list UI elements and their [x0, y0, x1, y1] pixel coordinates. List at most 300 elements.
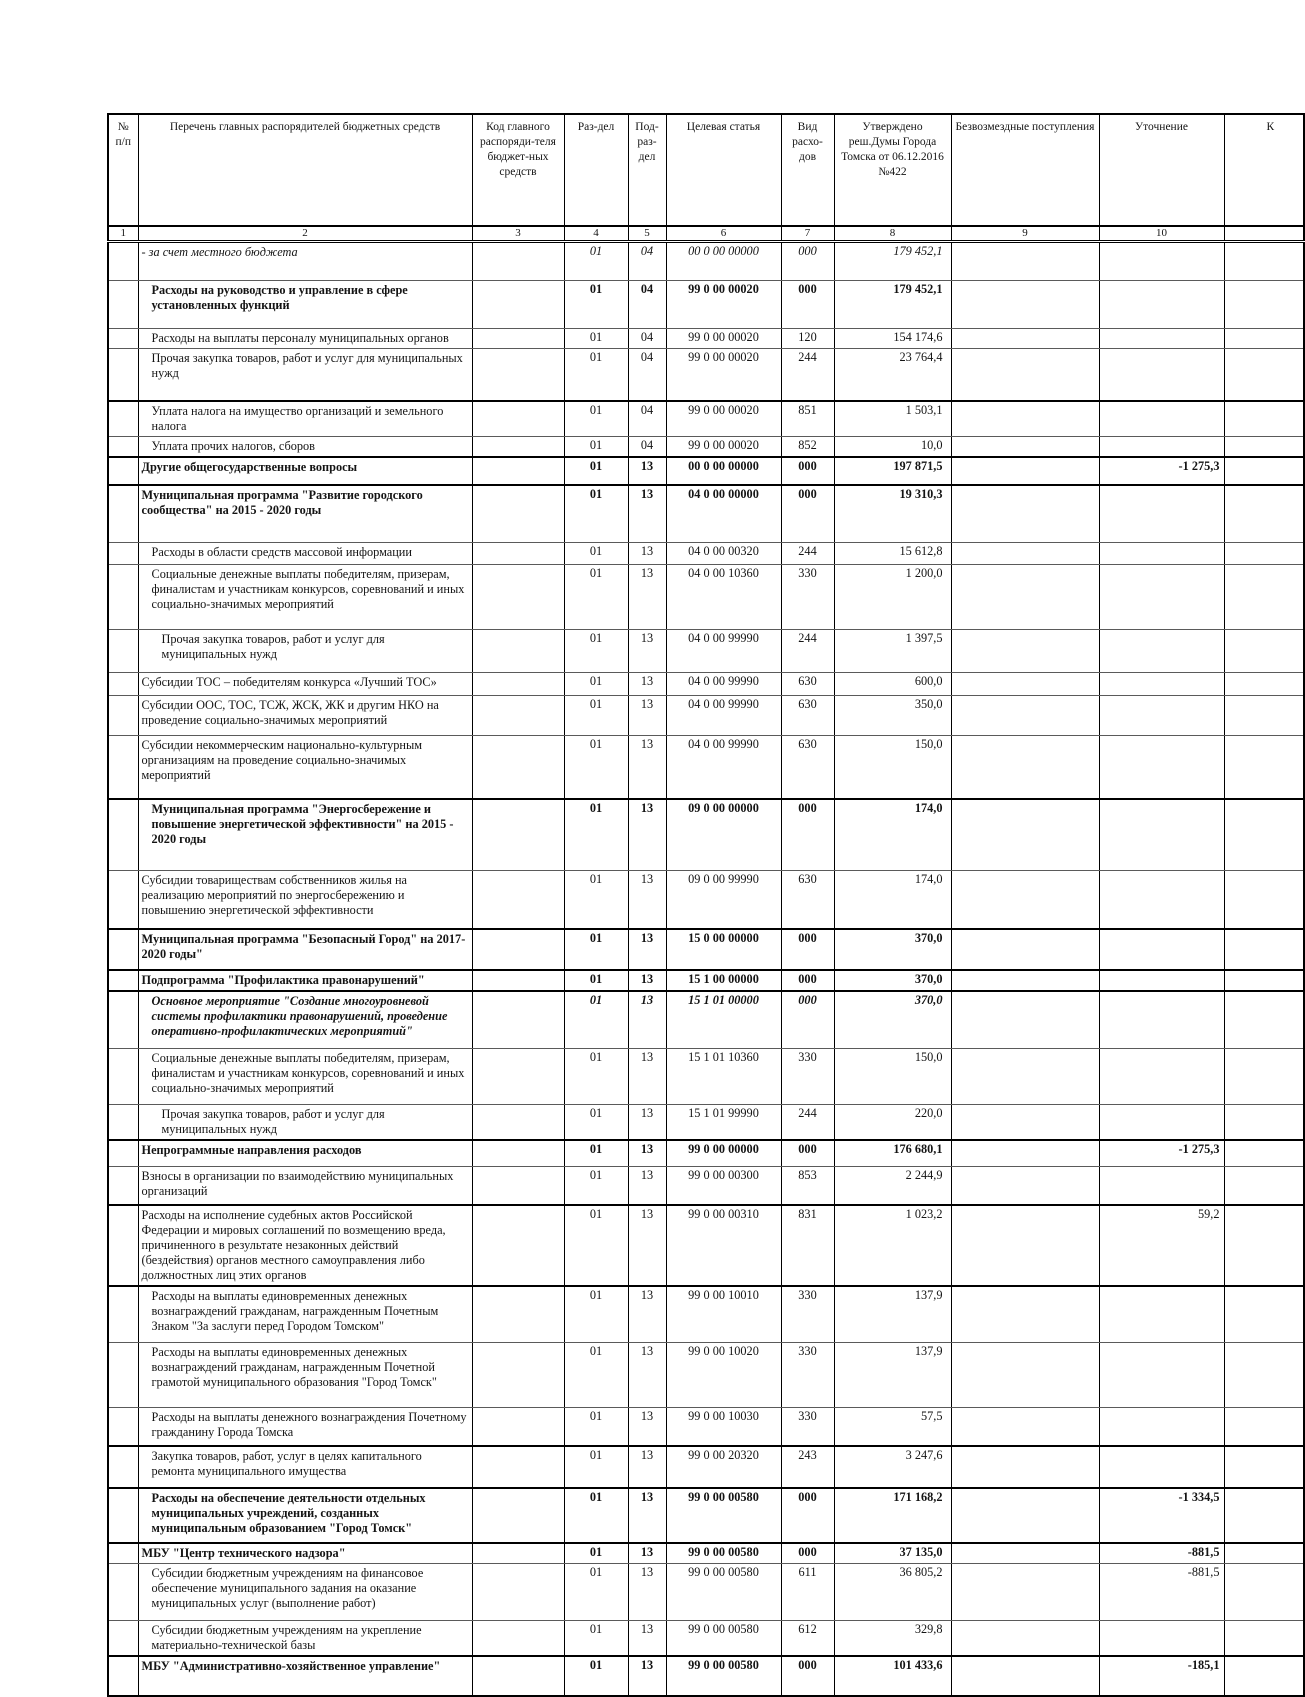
column-number: 7	[781, 226, 834, 241]
col-header-gratuitous: Безвозмездные поступления	[951, 114, 1099, 226]
row-clipped-cell	[1224, 1563, 1304, 1620]
row-expense-type-cell: 000	[781, 457, 834, 485]
row-expense-type-cell: 330	[781, 1286, 834, 1343]
row-podrazdel-cell: 13	[628, 1140, 666, 1167]
row-razdel-cell: 01	[564, 1543, 628, 1564]
row-name-cell: Закупка товаров, работ, услуг в целях капитального ремонта муниципального имущества	[138, 1446, 472, 1488]
row-clarification-cell	[1099, 799, 1224, 870]
row-number-cell	[108, 241, 138, 280]
row-approved-cell: 1 200,0	[834, 564, 951, 629]
row-razdel-cell: 01	[564, 735, 628, 799]
row-expense-type-cell: 000	[781, 1656, 834, 1696]
row-clipped-cell	[1224, 437, 1304, 458]
row-target-article-cell: 99 0 00 00000	[666, 1140, 781, 1167]
table-row	[108, 1167, 1304, 1205]
row-clipped-cell	[1224, 970, 1304, 991]
row-clarification-cell	[1099, 1446, 1224, 1488]
table-row	[108, 1656, 1304, 1696]
row-podrazdel-cell: 13	[628, 991, 666, 1048]
row-clarification-cell: 59,2	[1099, 1205, 1224, 1286]
row-name-cell: Субсидии товариществам собственников жилья на реализацию мероприятий по энергосбережению и повышению энергетической эффективности	[138, 870, 472, 929]
row-podrazdel-cell: 13	[628, 970, 666, 991]
row-name-cell: Прочая закупка товаров, работ и услуг для муниципальных нужд	[138, 1104, 472, 1140]
row-approved-cell: 197 871,5	[834, 457, 951, 485]
row-approved-cell: 600,0	[834, 672, 951, 695]
row-clarification-cell	[1099, 929, 1224, 970]
row-number-cell	[108, 929, 138, 970]
row-expense-type-cell: 000	[781, 241, 834, 280]
row-podrazdel-cell: 13	[628, 929, 666, 970]
row-expense-type-cell: 000	[781, 280, 834, 328]
row-number-cell	[108, 485, 138, 542]
row-gratuitous-cell	[951, 1167, 1099, 1205]
row-clipped-cell	[1224, 401, 1304, 437]
table-row	[108, 401, 1304, 437]
table-row	[108, 280, 1304, 328]
row-expense-type-cell: 853	[781, 1167, 834, 1205]
row-expense-type-cell: 120	[781, 328, 834, 348]
row-expense-type-cell: 000	[781, 929, 834, 970]
row-podrazdel-cell: 04	[628, 437, 666, 458]
row-expense-type-cell: 831	[781, 1205, 834, 1286]
row-approved-cell: 329,8	[834, 1620, 951, 1656]
row-gratuitous-cell	[951, 542, 1099, 564]
row-razdel-cell: 01	[564, 485, 628, 542]
row-target-article-cell: 04 0 00 99990	[666, 735, 781, 799]
row-expense-type-cell: 611	[781, 1563, 834, 1620]
row-clarification-cell	[1099, 1620, 1224, 1656]
row-grbs-code-cell	[472, 437, 564, 458]
row-clipped-cell	[1224, 1104, 1304, 1140]
col-header-expense-type: Вид расхо-дов	[781, 114, 834, 226]
row-grbs-code-cell	[472, 695, 564, 735]
row-expense-type-cell: 630	[781, 695, 834, 735]
row-expense-type-cell: 000	[781, 991, 834, 1048]
row-podrazdel-cell: 13	[628, 1167, 666, 1205]
row-name-cell: Расходы на обеспечение деятельности отдельных муниципальных учреждений, созданных муниципальным образованием "Город Томск"	[138, 1488, 472, 1543]
row-clarification-cell	[1099, 1167, 1224, 1205]
col-header-approved: Утверждено реш.Думы Города Томска от 06.12.2016 №422	[834, 114, 951, 226]
row-razdel-cell: 01	[564, 1140, 628, 1167]
row-expense-type-cell: 000	[781, 799, 834, 870]
col-header-clipped: К	[1224, 114, 1304, 226]
row-clarification-cell: -1 275,3	[1099, 457, 1224, 485]
table-row	[108, 1563, 1304, 1620]
row-razdel-cell: 01	[564, 401, 628, 437]
row-name-cell: Социальные денежные выплаты победителям, призерам, финалистам и участникам конкурсов, соревнований и иных социально-значимых мероприятий	[138, 564, 472, 629]
row-gratuitous-cell	[951, 870, 1099, 929]
row-expense-type-cell: 000	[781, 1543, 834, 1564]
row-approved-cell: 370,0	[834, 991, 951, 1048]
row-gratuitous-cell	[951, 1543, 1099, 1564]
row-podrazdel-cell: 13	[628, 1488, 666, 1543]
row-grbs-code-cell	[472, 1446, 564, 1488]
row-target-article-cell: 04 0 00 10360	[666, 564, 781, 629]
row-expense-type-cell: 330	[781, 1408, 834, 1446]
row-name-cell: - за счет местного бюджета	[138, 241, 472, 280]
row-clipped-cell	[1224, 485, 1304, 542]
row-gratuitous-cell	[951, 1408, 1099, 1446]
row-gratuitous-cell	[951, 348, 1099, 401]
col-header-target-article: Целевая статья	[666, 114, 781, 226]
row-clarification-cell	[1099, 695, 1224, 735]
table-row	[108, 1343, 1304, 1408]
row-clipped-cell	[1224, 799, 1304, 870]
row-gratuitous-cell	[951, 564, 1099, 629]
row-grbs-code-cell	[472, 1408, 564, 1446]
row-number-cell	[108, 1446, 138, 1488]
row-target-article-cell: 04 0 00 99990	[666, 629, 781, 672]
row-target-article-cell: 99 0 00 10010	[666, 1286, 781, 1343]
row-gratuitous-cell	[951, 1048, 1099, 1104]
row-grbs-code-cell	[472, 1343, 564, 1408]
row-name-cell: Основное мероприятие "Создание многоуровневой системы профилактики правонарушений, проведение оперативно-профилактических мероприятий"	[138, 991, 472, 1048]
row-grbs-code-cell	[472, 485, 564, 542]
row-grbs-code-cell	[472, 929, 564, 970]
row-clipped-cell	[1224, 735, 1304, 799]
row-razdel-cell: 01	[564, 929, 628, 970]
row-clipped-cell	[1224, 542, 1304, 564]
table-row	[108, 629, 1304, 672]
header-row	[108, 114, 1304, 226]
table-row	[108, 1543, 1304, 1564]
column-number: 1	[108, 226, 138, 241]
row-expense-type-cell: 243	[781, 1446, 834, 1488]
table-row	[108, 457, 1304, 485]
row-podrazdel-cell: 13	[628, 672, 666, 695]
column-number: 2	[138, 226, 472, 241]
row-clipped-cell	[1224, 280, 1304, 328]
row-gratuitous-cell	[951, 1343, 1099, 1408]
table-row	[108, 1205, 1304, 1286]
row-target-article-cell: 00 0 00 00000	[666, 457, 781, 485]
row-target-article-cell: 15 1 00 00000	[666, 970, 781, 991]
row-name-cell: Социальные денежные выплаты победителям, призерам, финалистам и участникам конкурсов, соревнований и иных социально-значимых мероприятий	[138, 1048, 472, 1104]
row-number-cell	[108, 695, 138, 735]
row-podrazdel-cell: 13	[628, 1543, 666, 1564]
row-razdel-cell: 01	[564, 564, 628, 629]
row-podrazdel-cell: 13	[628, 457, 666, 485]
row-number-cell	[108, 1048, 138, 1104]
row-grbs-code-cell	[472, 1286, 564, 1343]
row-podrazdel-cell: 04	[628, 401, 666, 437]
row-clarification-cell: -1 275,3	[1099, 1140, 1224, 1167]
row-podrazdel-cell: 13	[628, 799, 666, 870]
row-number-cell	[108, 1488, 138, 1543]
row-podrazdel-cell: 13	[628, 695, 666, 735]
table-row	[108, 328, 1304, 348]
row-clipped-cell	[1224, 695, 1304, 735]
row-approved-cell: 220,0	[834, 1104, 951, 1140]
row-clipped-cell	[1224, 1048, 1304, 1104]
row-target-article-cell: 15 1 01 99990	[666, 1104, 781, 1140]
row-approved-cell: 19 310,3	[834, 485, 951, 542]
row-clipped-cell	[1224, 1408, 1304, 1446]
table-row	[108, 1408, 1304, 1446]
row-podrazdel-cell: 04	[628, 241, 666, 280]
row-clipped-cell	[1224, 929, 1304, 970]
row-name-cell: Подпрограмма "Профилактика правонарушений"	[138, 970, 472, 991]
row-razdel-cell: 01	[564, 1167, 628, 1205]
row-name-cell: Расходы в области средств массовой информации	[138, 542, 472, 564]
column-number: 4	[564, 226, 628, 241]
table-row	[108, 1286, 1304, 1343]
row-name-cell: МБУ "Центр технического надзора"	[138, 1543, 472, 1564]
row-clipped-cell	[1224, 1286, 1304, 1343]
row-gratuitous-cell	[951, 629, 1099, 672]
row-number-cell	[108, 870, 138, 929]
row-gratuitous-cell	[951, 485, 1099, 542]
row-clarification-cell	[1099, 991, 1224, 1048]
row-target-article-cell: 04 0 00 99990	[666, 672, 781, 695]
row-approved-cell: 137,9	[834, 1343, 951, 1408]
row-clipped-cell	[1224, 457, 1304, 485]
row-grbs-code-cell	[472, 1205, 564, 1286]
table-row	[108, 1140, 1304, 1167]
row-name-cell: Муниципальная программа "Развитие городского сообщества" на 2015 - 2020 годы	[138, 485, 472, 542]
row-grbs-code-cell	[472, 1620, 564, 1656]
row-clarification-cell	[1099, 1343, 1224, 1408]
row-podrazdel-cell: 13	[628, 1408, 666, 1446]
row-target-article-cell: 00 0 00 00000	[666, 241, 781, 280]
row-clarification-cell	[1099, 241, 1224, 280]
row-target-article-cell: 15 1 01 10360	[666, 1048, 781, 1104]
row-approved-cell: 174,0	[834, 799, 951, 870]
row-razdel-cell: 01	[564, 1343, 628, 1408]
table-row	[108, 735, 1304, 799]
table-row	[108, 485, 1304, 542]
row-clarification-cell	[1099, 280, 1224, 328]
row-expense-type-cell: 330	[781, 1048, 834, 1104]
column-number: 10	[1099, 226, 1224, 241]
row-number-cell	[108, 1167, 138, 1205]
row-approved-cell: 23 764,4	[834, 348, 951, 401]
row-razdel-cell: 01	[564, 1104, 628, 1140]
row-gratuitous-cell	[951, 1563, 1099, 1620]
row-podrazdel-cell: 13	[628, 1563, 666, 1620]
row-target-article-cell: 04 0 00 00320	[666, 542, 781, 564]
row-podrazdel-cell: 13	[628, 735, 666, 799]
row-target-article-cell: 99 0 00 20320	[666, 1446, 781, 1488]
row-name-cell: Непрограммные направления расходов	[138, 1140, 472, 1167]
row-expense-type-cell: 630	[781, 870, 834, 929]
row-grbs-code-cell	[472, 991, 564, 1048]
row-approved-cell: 137,9	[834, 1286, 951, 1343]
row-clarification-cell	[1099, 735, 1224, 799]
row-razdel-cell: 01	[564, 457, 628, 485]
column-number: 8	[834, 226, 951, 241]
row-podrazdel-cell: 13	[628, 629, 666, 672]
row-target-article-cell: 99 0 00 00580	[666, 1620, 781, 1656]
row-name-cell: Другие общегосударственные вопросы	[138, 457, 472, 485]
row-razdel-cell: 01	[564, 280, 628, 328]
row-number-cell	[108, 1104, 138, 1140]
row-approved-cell: 176 680,1	[834, 1140, 951, 1167]
row-name-cell: Муниципальная программа "Безопасный Город" на 2017-2020 годы"	[138, 929, 472, 970]
row-gratuitous-cell	[951, 735, 1099, 799]
row-number-cell	[108, 564, 138, 629]
row-name-cell: Расходы на выплаты единовременных денежных вознаграждений гражданам, награжденным Почетным Знаком "За заслуги перед Городом Томском"	[138, 1286, 472, 1343]
row-razdel-cell: 01	[564, 672, 628, 695]
row-gratuitous-cell	[951, 1488, 1099, 1543]
row-clarification-cell	[1099, 629, 1224, 672]
row-gratuitous-cell	[951, 457, 1099, 485]
row-gratuitous-cell	[951, 672, 1099, 695]
row-gratuitous-cell	[951, 1446, 1099, 1488]
row-podrazdel-cell: 13	[628, 542, 666, 564]
row-number-cell	[108, 542, 138, 564]
row-gratuitous-cell	[951, 799, 1099, 870]
row-podrazdel-cell: 13	[628, 1656, 666, 1696]
column-number: 5	[628, 226, 666, 241]
row-expense-type-cell: 630	[781, 735, 834, 799]
row-podrazdel-cell: 13	[628, 1286, 666, 1343]
row-grbs-code-cell	[472, 241, 564, 280]
row-expense-type-cell: 851	[781, 401, 834, 437]
row-razdel-cell: 01	[564, 1048, 628, 1104]
row-podrazdel-cell: 13	[628, 1205, 666, 1286]
row-podrazdel-cell: 13	[628, 870, 666, 929]
row-gratuitous-cell	[951, 1656, 1099, 1696]
row-approved-cell: 1 023,2	[834, 1205, 951, 1286]
row-grbs-code-cell	[472, 1543, 564, 1564]
row-approved-cell: 37 135,0	[834, 1543, 951, 1564]
table-row	[108, 695, 1304, 735]
row-name-cell: Расходы на выплаты денежного вознаграждения Почетному гражданину Города Томска	[138, 1408, 472, 1446]
row-clipped-cell	[1224, 1140, 1304, 1167]
row-podrazdel-cell: 13	[628, 1048, 666, 1104]
row-podrazdel-cell: 13	[628, 485, 666, 542]
row-gratuitous-cell	[951, 929, 1099, 970]
row-grbs-code-cell	[472, 629, 564, 672]
row-expense-type-cell: 244	[781, 542, 834, 564]
col-header-name: Перечень главных распорядителей бюджетных средств	[138, 114, 472, 226]
row-grbs-code-cell	[472, 672, 564, 695]
row-grbs-code-cell	[472, 1167, 564, 1205]
row-number-cell	[108, 328, 138, 348]
row-grbs-code-cell	[472, 1140, 564, 1167]
row-approved-cell: 101 433,6	[834, 1656, 951, 1696]
row-target-article-cell: 99 0 00 00020	[666, 437, 781, 458]
col-header-razdel: Раз-дел	[564, 114, 628, 226]
row-clipped-cell	[1224, 1446, 1304, 1488]
row-approved-cell: 150,0	[834, 1048, 951, 1104]
row-grbs-code-cell	[472, 401, 564, 437]
row-grbs-code-cell	[472, 1656, 564, 1696]
row-approved-cell: 370,0	[834, 970, 951, 991]
row-expense-type-cell: 612	[781, 1620, 834, 1656]
row-razdel-cell: 01	[564, 1563, 628, 1620]
row-grbs-code-cell	[472, 870, 564, 929]
row-gratuitous-cell	[951, 1286, 1099, 1343]
row-number-cell	[108, 280, 138, 328]
row-name-cell: Расходы на руководство и управление в сфере установленных функций	[138, 280, 472, 328]
row-razdel-cell: 01	[564, 695, 628, 735]
row-gratuitous-cell	[951, 1205, 1099, 1286]
row-approved-cell: 150,0	[834, 735, 951, 799]
row-gratuitous-cell	[951, 695, 1099, 735]
row-name-cell: Уплата прочих налогов, сборов	[138, 437, 472, 458]
row-target-article-cell: 15 1 01 00000	[666, 991, 781, 1048]
row-clarification-cell	[1099, 1286, 1224, 1343]
row-number-cell	[108, 437, 138, 458]
row-razdel-cell: 01	[564, 437, 628, 458]
row-gratuitous-cell	[951, 1104, 1099, 1140]
col-header-grbs-code: Код главного распоряди-теля бюджет-ных средств	[472, 114, 564, 226]
row-grbs-code-cell	[472, 348, 564, 401]
row-number-cell	[108, 735, 138, 799]
row-grbs-code-cell	[472, 1048, 564, 1104]
row-number-cell	[108, 457, 138, 485]
row-grbs-code-cell	[472, 457, 564, 485]
row-target-article-cell: 99 0 00 10030	[666, 1408, 781, 1446]
row-grbs-code-cell	[472, 542, 564, 564]
row-podrazdel-cell: 13	[628, 1446, 666, 1488]
row-name-cell: Расходы на выплаты персоналу муниципальных органов	[138, 328, 472, 348]
row-razdel-cell: 01	[564, 629, 628, 672]
row-approved-cell: 370,0	[834, 929, 951, 970]
row-clipped-cell	[1224, 1543, 1304, 1564]
row-target-article-cell: 99 0 00 00300	[666, 1167, 781, 1205]
row-gratuitous-cell	[951, 970, 1099, 991]
row-grbs-code-cell	[472, 564, 564, 629]
row-podrazdel-cell: 13	[628, 1104, 666, 1140]
table-row	[108, 672, 1304, 695]
row-gratuitous-cell	[951, 1620, 1099, 1656]
row-clipped-cell	[1224, 328, 1304, 348]
row-razdel-cell: 01	[564, 328, 628, 348]
row-clarification-cell: -881,5	[1099, 1543, 1224, 1564]
row-razdel-cell: 01	[564, 542, 628, 564]
table-row	[108, 970, 1304, 991]
row-approved-cell: 1 397,5	[834, 629, 951, 672]
row-podrazdel-cell: 13	[628, 564, 666, 629]
row-grbs-code-cell	[472, 735, 564, 799]
row-razdel-cell: 01	[564, 991, 628, 1048]
row-name-cell: Субсидии ООС, ТОС, ТСЖ, ЖСК, ЖК и другим НКО на проведение социально-значимых мероприятий	[138, 695, 472, 735]
row-grbs-code-cell	[472, 328, 564, 348]
col-header-num: № п/п	[108, 114, 138, 226]
row-podrazdel-cell: 04	[628, 280, 666, 328]
row-razdel-cell: 01	[564, 799, 628, 870]
table-row	[108, 542, 1304, 564]
row-name-cell: Уплата налога на имущество организаций и земельного налога	[138, 401, 472, 437]
row-target-article-cell: 99 0 00 10020	[666, 1343, 781, 1408]
row-name-cell: Прочая закупка товаров, работ и услуг для муниципальных нужд	[138, 629, 472, 672]
row-clipped-cell	[1224, 241, 1304, 280]
row-expense-type-cell: 244	[781, 348, 834, 401]
row-razdel-cell: 01	[564, 1446, 628, 1488]
row-clipped-cell	[1224, 564, 1304, 629]
row-clarification-cell	[1099, 328, 1224, 348]
row-approved-cell: 171 168,2	[834, 1488, 951, 1543]
row-razdel-cell: 01	[564, 1286, 628, 1343]
row-gratuitous-cell	[951, 328, 1099, 348]
row-razdel-cell: 01	[564, 348, 628, 401]
row-approved-cell: 174,0	[834, 870, 951, 929]
row-number-cell	[108, 1205, 138, 1286]
row-name-cell: Субсидии некоммерческим национально-культурным организациям на проведение социально-значимых мероприятий	[138, 735, 472, 799]
table-row	[108, 241, 1304, 280]
row-target-article-cell: 04 0 00 99990	[666, 695, 781, 735]
row-expense-type-cell: 000	[781, 1140, 834, 1167]
table-row	[108, 929, 1304, 970]
row-clipped-cell	[1224, 991, 1304, 1048]
row-razdel-cell: 01	[564, 1488, 628, 1543]
row-clarification-cell	[1099, 437, 1224, 458]
row-grbs-code-cell	[472, 1488, 564, 1543]
row-name-cell: МБУ "Административно-хозяйственное управление"	[138, 1656, 472, 1696]
